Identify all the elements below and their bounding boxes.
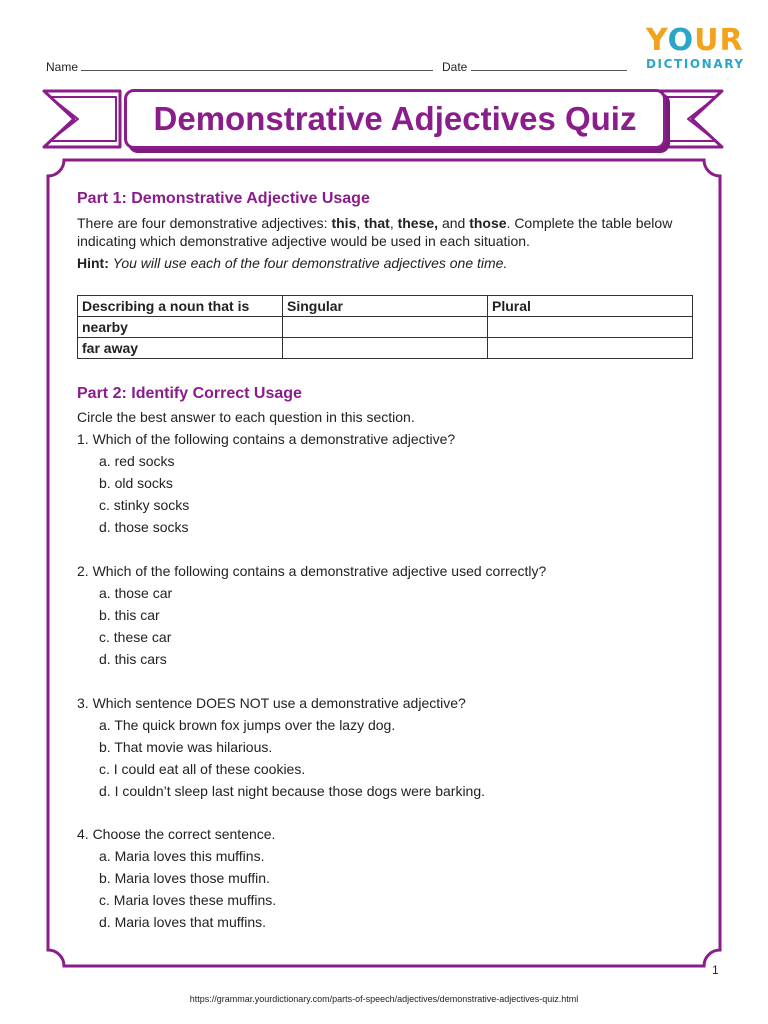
table-row: [78, 338, 693, 359]
answer-option[interactable]: b. Maria loves those muffin.: [99, 870, 270, 886]
part1-heading: Part 1: Demonstrative Adjective Usage: [77, 190, 370, 207]
question-text: 3. Which sentence DOES NOT use a demonstrative adjective?: [77, 695, 466, 711]
question-2: [77, 560, 546, 670]
title-banner: [124, 89, 666, 149]
table-answer-cell[interactable]: [488, 317, 693, 338]
answer-option[interactable]: a. Maria loves this muffins.: [99, 848, 265, 864]
table-header-row: [78, 296, 693, 317]
answer-option[interactable]: c. stinky socks: [99, 497, 190, 513]
page-title: Demonstrative Adjectives Quiz: [153, 100, 637, 137]
answer-option[interactable]: d. I couldn’t sleep last night because those dogs were barking.: [99, 783, 486, 799]
answer-option[interactable]: c. I could eat all of these cookies.: [99, 761, 306, 777]
date-label: Date: [442, 60, 468, 74]
table-answer-cell[interactable]: [283, 338, 488, 359]
answer-option[interactable]: a. red socks: [99, 453, 175, 469]
answer-option[interactable]: c. Maria loves these muffins.: [99, 892, 277, 908]
magnifier-icon: O: [667, 23, 695, 58]
table-answer-cell[interactable]: [488, 338, 693, 359]
logo-your-text: YOUR: [646, 23, 744, 58]
part2-instructions: Circle the best answer to each question in this section.: [77, 409, 415, 425]
table-header-cell: Plural: [488, 296, 693, 317]
answer-option[interactable]: d. this cars: [99, 651, 167, 667]
usage-table: [77, 295, 693, 359]
table-row-label: nearby: [78, 317, 283, 338]
question-text: 2. Which of the following contains a demonstrative adjective used correctly?: [77, 563, 547, 579]
hint-label: Hint:: [77, 255, 109, 271]
table-header-cell: Singular: [283, 296, 488, 317]
table-header-cell: Describing a noun that is: [78, 296, 283, 317]
page-number: 1: [712, 963, 719, 977]
part2-heading: Part 2: Identify Correct Usage: [77, 385, 302, 402]
answer-option[interactable]: b. That movie was hilarious.: [99, 739, 273, 755]
question-text: 4. Choose the correct sentence.: [77, 826, 276, 842]
question-text: 1. Which of the following contains a demonstrative adjective?: [77, 431, 456, 447]
name-label: Name: [46, 60, 79, 74]
table-row-label: far away: [78, 338, 283, 359]
part1-intro: There are four demonstrative adjectives: this, that, these, and those. Complete the table below indicating which demonstrative adjective would be used in each situation.: [77, 215, 673, 249]
table-row: [78, 317, 693, 338]
hint-text: You will use each of the four demonstrative adjectives one time.: [112, 255, 508, 271]
question-3: [77, 692, 485, 802]
table-answer-cell[interactable]: [283, 317, 488, 338]
footer-url[interactable]: https://grammar.yourdictionary.com/parts-of-speech/adjectives/demonstrative-adjectives-quiz.html: [189, 994, 579, 1004]
logo-dictionary-text: DICTIONARY: [646, 57, 745, 71]
answer-option[interactable]: d. Maria loves that muffins.: [99, 914, 267, 930]
answer-option[interactable]: b. this car: [99, 607, 160, 623]
ribbon-left-tail: [44, 91, 120, 147]
answer-option[interactable]: a. The quick brown fox jumps over the lazy dog.: [99, 717, 396, 733]
question-1: [77, 428, 455, 538]
answer-option[interactable]: d. those socks: [99, 519, 189, 535]
part1-hint: [77, 254, 507, 272]
answer-option[interactable]: a. those car: [99, 585, 173, 601]
question-4: [77, 823, 276, 933]
answer-option[interactable]: c. these car: [99, 629, 172, 645]
answer-option[interactable]: b. old socks: [99, 475, 173, 491]
